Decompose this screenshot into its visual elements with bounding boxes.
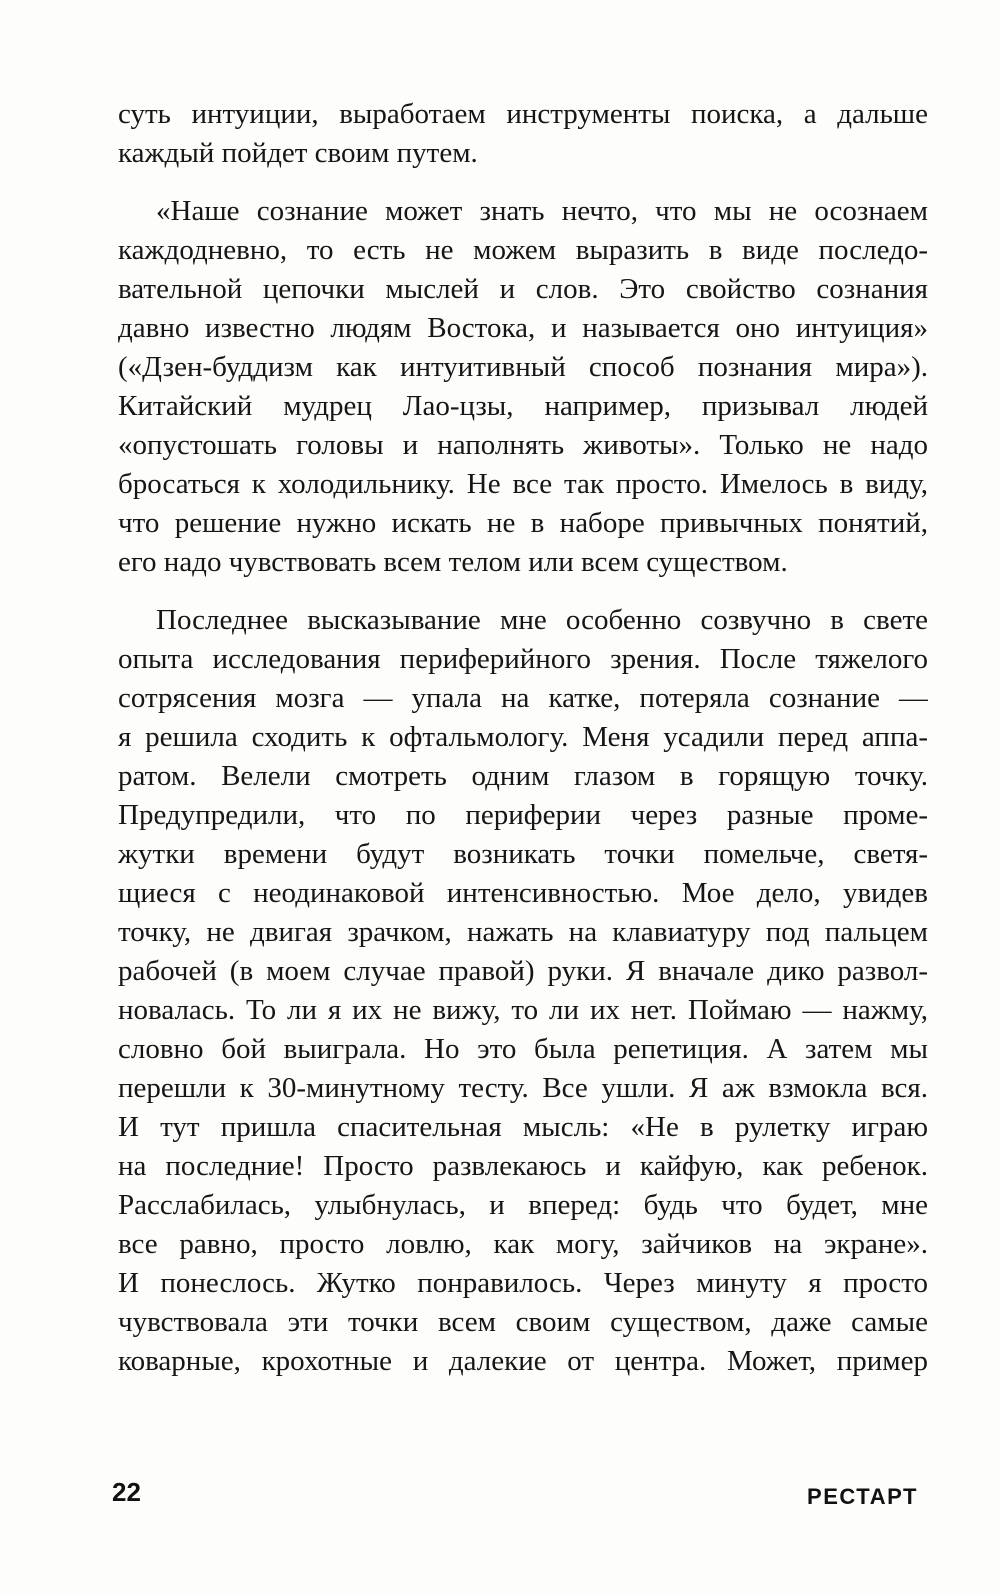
- text-line: щиеся с неодинаковой интенсивностью. Мое дело, увидев: [118, 877, 928, 909]
- text-line: коварные, крохотные и далекие от центра. Может, пример: [118, 1345, 928, 1377]
- text-line: новалась. То ли я их не вижу, то ли их нет. Поймаю — нажму,: [118, 994, 928, 1026]
- text-line: ратом. Велели смотреть одним глазом в горящую точку.: [118, 760, 928, 792]
- text-line: на последние! Просто развлекаюсь и кайфую, как ребенок.: [118, 1150, 928, 1182]
- text-line: все равно, просто ловлю, как могу, зайчиков на экране».: [118, 1228, 928, 1260]
- text-line: Расслабилась, улыбнулась, и вперед: будь что будет, мне: [118, 1189, 928, 1221]
- text-line: каждодневно, то есть не можем выразить в виде последо-: [118, 234, 928, 266]
- text-line: каждый пойдет своим путем.: [118, 137, 478, 169]
- text-line: его надо чувствовать всем телом или всем существом.: [118, 546, 788, 578]
- text-line: И тут пришла спасительная мысль: «Не в рулетку играю: [118, 1111, 928, 1143]
- text-line: жутки времени будут возникать точки помельче, светя-: [118, 838, 928, 870]
- text-line: бросаться к холодильнику. Не все так просто. Имелось в виду,: [118, 468, 928, 500]
- text-line: опыта исследования периферийного зрения. После тяжелого: [118, 643, 928, 675]
- text-line: Последнее высказывание мне особенно созвучно в свете: [156, 604, 928, 636]
- text-line: сотрясения мозга — упала на катке, потеряла сознание —: [118, 682, 928, 714]
- running-title: РЕСТАРТ: [807, 1484, 918, 1509]
- text-line: перешли к 30-минутному тесту. Все ушли. Я аж взмокла вся.: [118, 1072, 928, 1104]
- page-number: 22: [112, 1477, 141, 1507]
- text-line: И понеслось. Жутко понравилось. Через минуту я просто: [118, 1267, 928, 1299]
- text-line: точку, не двигая зрачком, нажать на клавиатуру под пальцем: [118, 916, 928, 948]
- paragraph: [118, 192, 928, 582]
- paragraph: [118, 601, 928, 1381]
- text-line: давно известно людям Востока, и называется оно интуиция»: [118, 312, 928, 344]
- paragraph: [118, 95, 928, 173]
- text-line: Китайский мудрец Лао-цзы, например, призывал людей: [118, 390, 928, 422]
- text-line: что решение нужно искать не в наборе привычных понятий,: [118, 507, 928, 539]
- text-line: «Наше сознание может знать нечто, что мы не осознаем: [156, 195, 928, 227]
- text-line: «опустошать головы и наполнять животы». Только не надо: [118, 429, 928, 461]
- text-line: рабочей (в моем случае правой) руки. Я вначале дико развол-: [118, 955, 928, 987]
- text-line: («Дзен-буддизм как интуитивный способ познания мира»).: [118, 351, 928, 383]
- text-line: словно бой выиграла. Но это была репетиция. А затем мы: [118, 1033, 928, 1065]
- text-line: чувствовала эти точки всем своим существом, даже самые: [118, 1306, 928, 1338]
- text-line: я решила сходить к офтальмологу. Меня усадили перед аппа-: [118, 721, 928, 753]
- text-line: Предупредили, что по периферии через разные проме-: [118, 799, 928, 831]
- text-line: вательной цепочки мыслей и слов. Это свойство сознания: [118, 273, 928, 305]
- page-body-text: [118, 95, 928, 1381]
- text-line: суть интуиции, выработаем инструменты поиска, а дальше: [118, 98, 928, 130]
